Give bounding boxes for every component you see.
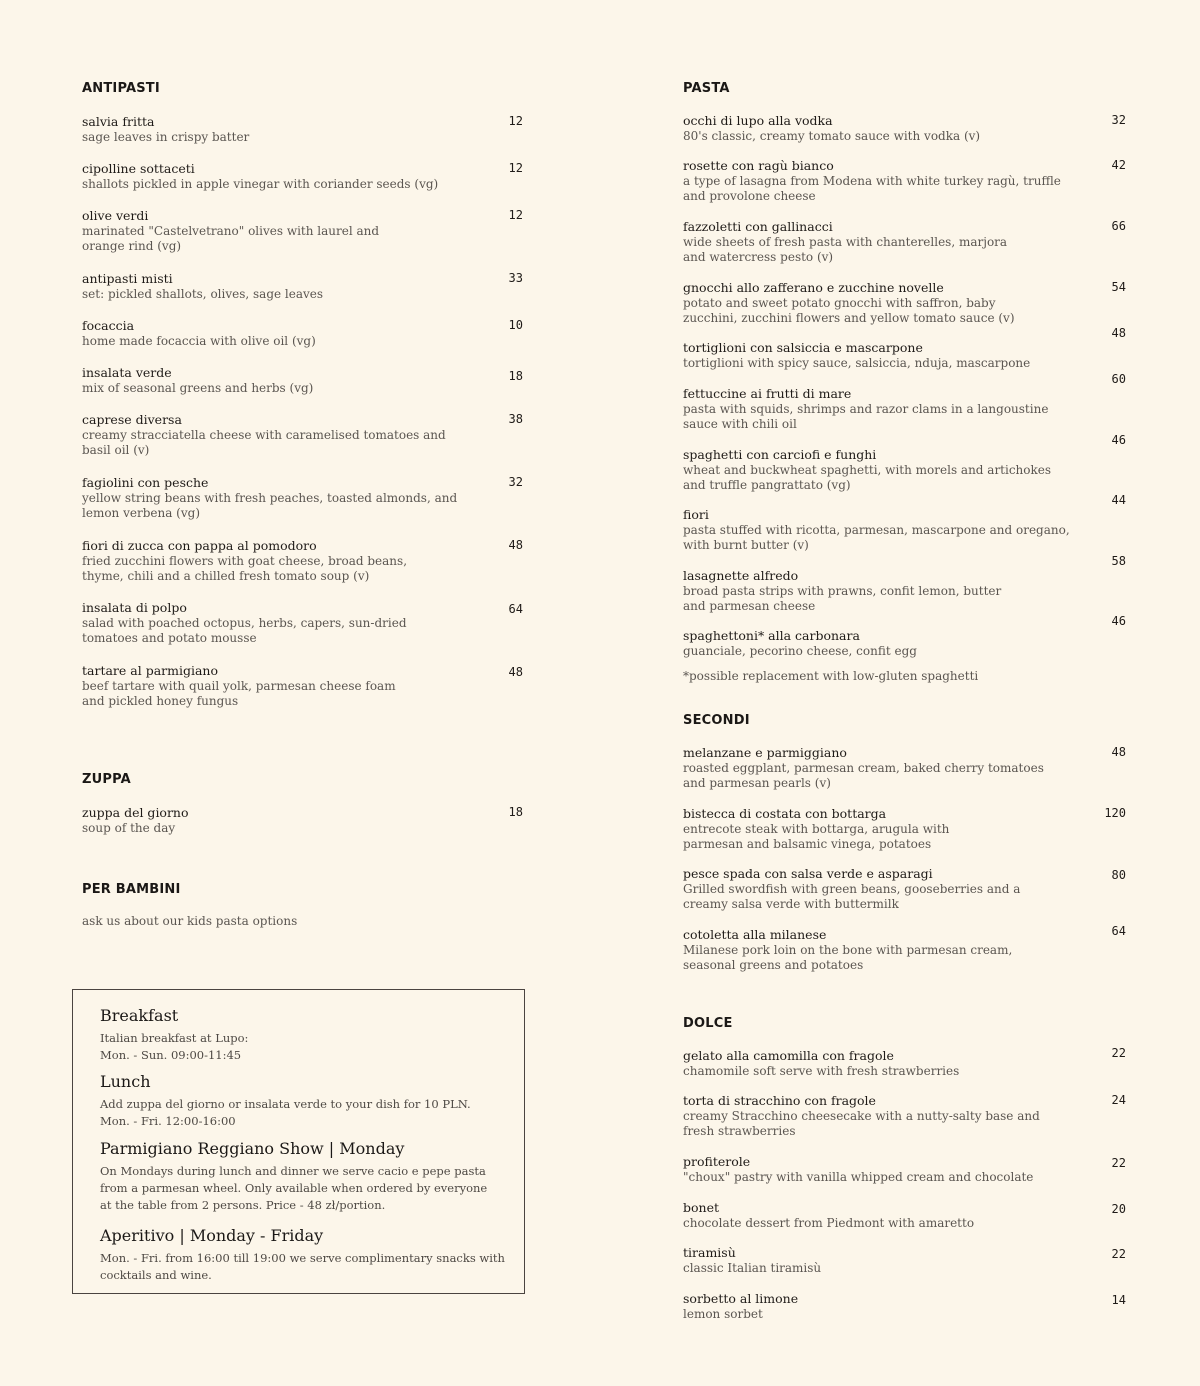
item-price: 80 (1111, 868, 1126, 882)
item-name: rosette con ragù bianco (683, 158, 834, 173)
parmigiano-show-title: Parmigiano Reggiano Show | Monday (100, 1139, 405, 1158)
item-description: a type of lasagna from Modena with white turkey ragù, truffle and provolone cheese (683, 173, 1061, 203)
item-price: 60 (1111, 372, 1126, 386)
item-description: chamomile soft serve with fresh strawberries (683, 1063, 960, 1078)
item-description: broad pasta strips with prawns, confit lemon, butter and parmesan cheese (683, 583, 1002, 613)
item-price: 48 (1111, 745, 1126, 759)
menu-item (82, 475, 527, 522)
item-price: 20 (1111, 1202, 1126, 1216)
item-description: marinated "Castelvetrano" olives with laurel and orange rind (vg) (82, 223, 380, 253)
item-description: 80's classic, creamy tomato sauce with vodka (v) (683, 128, 981, 143)
menu-item (683, 372, 1130, 433)
item-price: 64 (1111, 924, 1126, 938)
item-name: pesce spada con salsa verde e asparagi (683, 866, 933, 881)
item-description: Milanese pork loin on the bone with parmesan cream, seasonal greens and potatoes (683, 942, 1013, 972)
item-price: 18 (508, 369, 523, 383)
item-name: antipasti misti (82, 271, 173, 286)
parmigiano-show-line: from a parmesan wheel. Only available when ordered by everyone (100, 1181, 488, 1195)
menu-item (82, 600, 527, 647)
menu-item (683, 1093, 1130, 1140)
item-description: fried zucchini flowers with goat cheese, broad beans, thyme, chili and a chilled fresh tomato soup (v) (82, 553, 408, 583)
item-description: Grilled swordfish with green beans, gooseberries and a creamy salsa verde with buttermilk (683, 881, 1021, 911)
kids-note: ask us about our kids pasta options (82, 914, 298, 928)
item-name: profiterole (683, 1154, 751, 1169)
item-name: lasagnette alfredo (683, 568, 799, 583)
item-name: melanzane e parmiggiano (683, 745, 847, 760)
item-name: bonet (683, 1200, 719, 1215)
menu-item (683, 326, 1130, 371)
breakfast-hours: Mon. - Sun. 09:00-11:45 (100, 1048, 242, 1062)
menu-item (683, 924, 1130, 974)
menu-item (82, 412, 527, 459)
item-name: cotoletta alla milanese (683, 927, 827, 942)
item-price: 54 (1111, 280, 1126, 294)
section-title-dolce: DOLCE (683, 1016, 733, 1031)
item-description: roasted eggplant, parmesan cream, baked cherry tomatoes and parmesan pearls (v) (683, 760, 1044, 790)
item-name: olive verdi (82, 208, 149, 223)
menu-item (82, 538, 527, 585)
menu-item (82, 208, 527, 255)
item-description: creamy Stracchino cheesecake with a nutty-salty base and fresh strawberries (683, 1108, 1040, 1138)
item-description: wheat and buckwheat spaghetti, with morels and artichokes and truffle pangrattato (vg) (683, 462, 1052, 492)
item-name: torta di stracchino con fragole (683, 1093, 876, 1108)
item-price: 32 (508, 475, 523, 489)
item-description: beef tartare with quail yolk, parmesan cheese foam and pickled honey fungus (82, 678, 396, 708)
lunch-title: Lunch (100, 1072, 151, 1091)
item-price: 32 (1111, 113, 1126, 127)
menu-item (683, 806, 1130, 853)
item-name: salvia fritta (82, 114, 155, 129)
item-price: 38 (508, 412, 523, 426)
item-price: 12 (508, 114, 523, 128)
lunch-hours: Mon. - Fri. 12:00-16:00 (100, 1114, 236, 1128)
item-price: 14 (1111, 1293, 1126, 1307)
menu-item (683, 1048, 1130, 1079)
item-description: wide sheets of fresh pasta with chanterelles, marjora and watercress pesto (v) (683, 234, 1008, 264)
item-description: guanciale, pecorino cheese, confit egg (683, 643, 917, 658)
menu-item (683, 866, 1130, 913)
item-name: fiori (683, 507, 709, 522)
item-price: 48 (1111, 326, 1126, 340)
info-box (72, 989, 525, 1294)
item-name: bistecca di costata con bottarga (683, 806, 887, 821)
item-name: spaghettoni* alla carbonara (683, 628, 860, 643)
menu-item (82, 271, 527, 302)
item-description: set: pickled shallots, olives, sage leaves (82, 286, 324, 301)
item-name: insalata verde (82, 365, 172, 380)
item-price: 42 (1111, 158, 1126, 172)
item-description: mix of seasonal greens and herbs (vg) (82, 380, 314, 395)
item-name: cipolline sottaceti (82, 161, 195, 176)
item-price: 18 (508, 805, 523, 819)
item-price: 22 (1111, 1156, 1126, 1170)
item-price: 46 (1111, 614, 1126, 628)
menu-item (82, 365, 527, 396)
menu-item (683, 493, 1130, 554)
item-price: 24 (1111, 1093, 1126, 1107)
item-description: lemon sorbet (683, 1306, 763, 1321)
item-description: potato and sweet potato gnocchi with saffron, baby zucchini, zucchini flowers and yellow tomato sauce (v) (683, 295, 1015, 325)
item-name: tartare al parmigiano (82, 663, 219, 678)
menu-item (82, 161, 527, 192)
menu-item (82, 663, 527, 710)
item-name: spaghetti con carciofi e funghi (683, 447, 877, 462)
item-price: 22 (1111, 1247, 1126, 1261)
menu-item (82, 805, 527, 836)
menu-item (82, 114, 527, 145)
item-name: caprese diversa (82, 412, 182, 427)
item-price: 64 (508, 602, 523, 616)
item-price: 10 (508, 318, 523, 332)
menu-item (683, 158, 1130, 205)
item-price: 22 (1111, 1046, 1126, 1060)
item-price: 46 (1111, 433, 1126, 447)
section-title-secondi: SECONDI (683, 713, 750, 728)
item-name: focaccia (82, 318, 135, 333)
pasta-footnote: *possible replacement with low-gluten spaghetti (683, 669, 979, 683)
item-name: fazzoletti con gallinacci (683, 219, 833, 234)
item-description: shallots pickled in apple vinegar with coriander seeds (vg) (82, 176, 439, 191)
item-name: gelato alla camomilla con fragole (683, 1048, 894, 1063)
menu-item (683, 1245, 1130, 1276)
menu-item (683, 614, 1130, 659)
menu-item (683, 745, 1130, 792)
item-price: 12 (508, 161, 523, 175)
menu-item (683, 554, 1130, 615)
section-title-zuppa: ZUPPA (82, 772, 131, 787)
item-description: pasta with squids, shrimps and razor clams in a langoustine sauce with chili oil (683, 401, 1049, 431)
menu-item (683, 280, 1130, 327)
item-description: salad with poached octopus, herbs, capers, sun-dried tomatoes and potato mousse (82, 615, 407, 645)
item-name: zuppa del giorno (82, 805, 189, 820)
item-price: 120 (1104, 806, 1126, 820)
item-name: tiramisù (683, 1245, 736, 1260)
item-price: 48 (508, 665, 523, 679)
parmigiano-show-line: at the table from 2 persons. Price - 48 zł/portion. (100, 1198, 386, 1212)
menu-item (82, 318, 527, 349)
aperitivo-line: Mon. - Fri. from 16:00 till 19:00 we serve complimentary snacks with (100, 1251, 505, 1265)
item-description: "choux" pastry with vanilla whipped cream and chocolate (683, 1169, 1034, 1184)
item-price: 66 (1111, 219, 1126, 233)
item-name: occhi di lupo alla vodka (683, 113, 833, 128)
item-description: creamy stracciatella cheese with caramelised tomatoes and basil oil (v) (82, 427, 446, 457)
aperitivo-title: Aperitivo | Monday - Friday (100, 1226, 324, 1245)
item-description: classic Italian tiramisù (683, 1260, 822, 1275)
item-description: yellow string beans with fresh peaches, toasted almonds, and lemon verbena (vg) (82, 490, 458, 520)
breakfast-title: Breakfast (100, 1006, 179, 1025)
menu-item (683, 1291, 1130, 1322)
item-name: tortiglioni con salsiccia e mascarpone (683, 340, 923, 355)
section-title-antipasti: ANTIPASTI (82, 81, 160, 96)
item-description: entrecote steak with bottarga, arugula with parmesan and balsamic vinega, potatoes (683, 821, 950, 851)
item-price: 12 (508, 208, 523, 222)
section-title-pasta: PASTA (683, 81, 730, 96)
item-description: home made focaccia with olive oil (vg) (82, 333, 316, 348)
item-description: tortiglioni with spicy sauce, salsiccia, nduja, mascarpone (683, 355, 1031, 370)
item-description: chocolate dessert from Piedmont with amaretto (683, 1215, 975, 1230)
menu-item (683, 113, 1130, 144)
lunch-line: Add zuppa del giorno or insalata verde to your dish for 10 PLN. (100, 1097, 471, 1111)
item-name: sorbetto al limone (683, 1291, 799, 1306)
item-name: fagiolini con pesche (82, 475, 209, 490)
item-price: 48 (508, 538, 523, 552)
aperitivo-line: cocktails and wine. (100, 1268, 212, 1282)
menu-item (683, 1154, 1130, 1185)
item-price: 58 (1111, 554, 1126, 568)
item-name: gnocchi allo zafferano e zucchine novelle (683, 280, 944, 295)
menu-item (683, 433, 1130, 494)
item-price: 44 (1111, 493, 1126, 507)
item-description: sage leaves in crispy batter (82, 129, 250, 144)
section-title-per-bambini: PER BAMBINI (82, 882, 181, 897)
item-name: fiori di zucca con pappa al pomodoro (82, 538, 317, 553)
item-name: fettuccine ai frutti di mare (683, 386, 852, 401)
menu-item (683, 219, 1130, 266)
item-description: pasta stuffed with ricotta, parmesan, mascarpone and oregano, with burnt butter (v) (683, 522, 1070, 552)
item-name: insalata di polpo (82, 600, 187, 615)
item-description: soup of the day (82, 820, 176, 835)
item-price: 33 (508, 271, 523, 285)
menu-item (683, 1200, 1130, 1231)
breakfast-line: Italian breakfast at Lupo: (100, 1031, 249, 1045)
parmigiano-show-line: On Mondays during lunch and dinner we serve cacio e pepe pasta (100, 1164, 486, 1178)
